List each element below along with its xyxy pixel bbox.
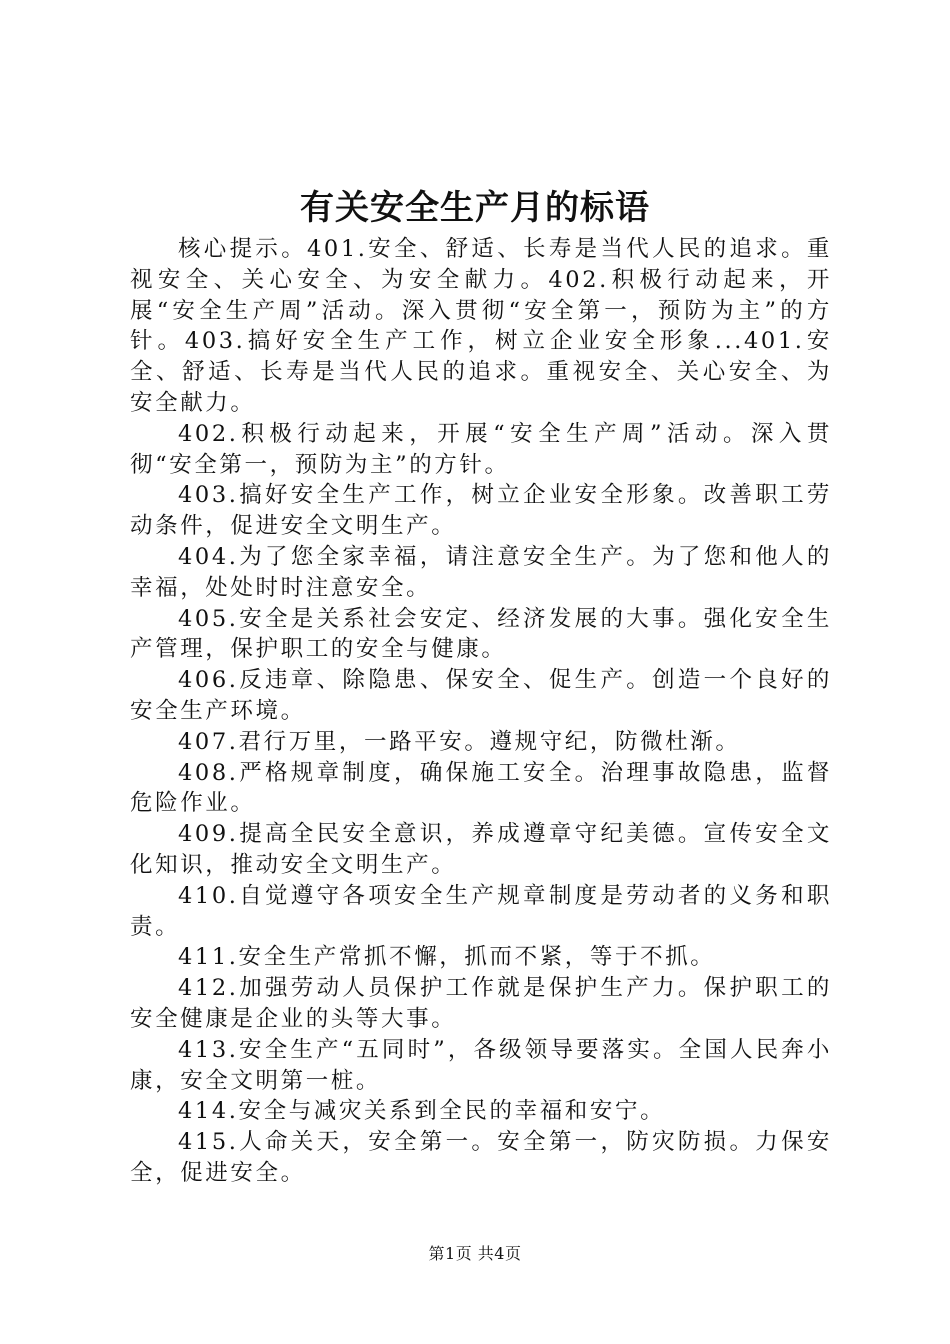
paragraph: 412.加强劳动人员保护工作就是保护生产力。保护职工的安全健康是企业的头等大事。 — [130, 975, 832, 1032]
paragraph: 405.安全是关系社会安定、经济发展的大事。强化安全生产管理，保护职工的安全与健康。 — [130, 605, 832, 663]
paragraph: 413.安全生产“五同时”，各级领导要落实。全国人民奔小康，安全文明第一桩。 — [130, 1036, 832, 1094]
paragraph: 406.反违章、除隐患、保安全、促生产。创造一个良好的安全生产环境。 — [130, 667, 832, 724]
paragraph: 403.搞好安全生产工作，树立企业安全形象。改善职工劳动条件，促进安全文明生产。 — [130, 482, 832, 540]
paragraph: 411.安全生产常抓不懈，抓而不紧，等于不抓。 — [178, 944, 716, 971]
paragraph: 核心提示。401.安全、舒适、长寿是当代人民的追求。重视安全、关心安全、为安全献力。402.积极行动起来，开展“安全生产周”活动。深入贯彻“安全第一，预防为主”的方针。403.搞好安全生产工作，树立企业安全形象...401.安全、舒适、长寿是当代人民的追求。重视安全、关心安全、为安全献力。 — [130, 236, 832, 416]
paragraph: 409.提高全民安全意识，养成遵章守纪美德。宣传安全文化知识，推动安全文明生产。 — [130, 821, 832, 878]
document-title: 有关安全生产月的标语 — [300, 188, 650, 228]
paragraph: 407.君行万里，一路平安。遵规守纪，防微杜渐。 — [178, 728, 741, 755]
paragraph: 404.为了您全家幸福，请注意安全生产。为了您和他人的幸福，处处时时注意安全。 — [130, 543, 832, 601]
paragraph: 410.自觉遵守各项安全生产规章制度是劳动者的义务和职责。 — [130, 882, 832, 940]
document-body — [130, 234, 832, 1189]
paragraph: 415.人命关天，安全第一。安全第一，防灾防损。力保安全，促进安全。 — [130, 1129, 832, 1186]
page-number-footer: 第1页 共4页 — [428, 1244, 522, 1263]
paragraph: 408.严格规章制度，确保施工安全。治理事故隐患，监督危险作业。 — [130, 759, 832, 817]
paragraph: 402.积极行动起来，开展“安全生产周”活动。深入贯彻“安全第一，预防为主”的方针。 — [130, 420, 832, 478]
paragraph: 414.安全与减灾关系到全民的幸福和安宁。 — [178, 1098, 666, 1125]
